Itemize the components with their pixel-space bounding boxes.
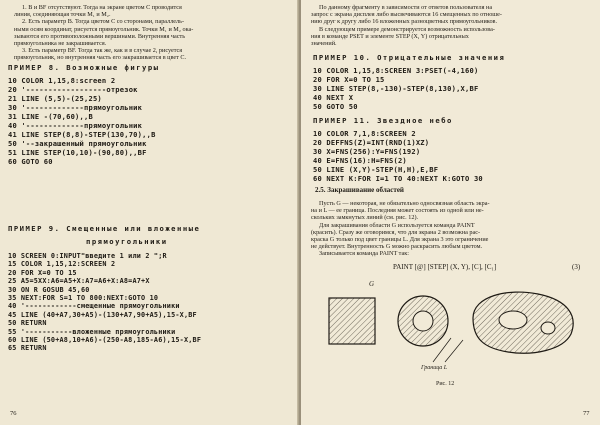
code-line: 40 E=FNS(16):H=FNS(2): [313, 156, 407, 165]
example-10-code: [313, 66, 478, 111]
code-line: 50 '--закрашенный прямоугольник: [8, 139, 147, 148]
page-number-right: 77: [583, 410, 590, 417]
code-line: 20 DEFFNS(Z)=INT(RND(1)XZ): [313, 138, 430, 147]
code-line: 10 COLOR 7,1,8:SCREEN 2: [313, 129, 416, 138]
example-9-code: [8, 252, 201, 353]
code-line: 35 NEXT:FOR S=1 TO 800:NEXT:GOTO 10: [8, 294, 159, 303]
figure-label-boundary: Граница L: [421, 365, 448, 371]
figure-12: [323, 278, 583, 388]
figure-caption: Рис. 12: [436, 381, 455, 387]
code-line: 51 LINE STEP(10,10)-(90,80),,BF: [8, 148, 147, 157]
right-intro: [311, 4, 502, 47]
boundary-pointer: [445, 340, 463, 362]
intro-line: В следующем примере демонстрируется возможность использова-: [319, 25, 495, 33]
code-line: 65 RETURN: [8, 344, 47, 353]
intro-line: 1. B и BF отсутствуют. Тогда на экране цветом C проводится: [22, 4, 182, 11]
figure-label-g: G: [369, 280, 375, 288]
code-line: 10 COLOR 1,15,8:screen 2: [8, 76, 116, 85]
paint-formula: PAINT [@] [STEP] (X, Y), [C], [C₁]: [393, 263, 497, 271]
code-line: 20 FOR X=0 TO 15: [8, 268, 77, 277]
page-number-left: 76: [10, 410, 17, 417]
example-9-header-2: прямоугольники: [86, 237, 168, 246]
section-title: 2.5. Закрашивание областей: [315, 186, 404, 194]
code-line: 10 COLOR 1,15,8:SCREEN 3:PSET(-4,160): [313, 66, 479, 75]
code-line: 40 '-------------прямоугольник: [8, 121, 143, 130]
example-11-header: ПРИМЕР 11. Звездное небо: [313, 116, 453, 125]
code-line: 30 X=FNS(256):Y=FNS(192): [313, 147, 421, 156]
code-line: 30 LINE STEP(8,-130)-STEP(8,130),X,BF: [313, 84, 479, 93]
intro-line: 3. Есть параметр BF. Тогда так же, как и в случае 2, рисуется: [22, 47, 183, 55]
code-line: 60 NEXT K:FOR I=1 TO 40:NEXT K:GOTO 30: [313, 174, 483, 183]
body-line: Записывается команда PAINT так:: [319, 250, 409, 258]
example-11-code: [313, 129, 483, 183]
intro-line: ния в команде PSET и элементе STEP (X, Y) отрицательных: [311, 32, 469, 40]
code-line: 50 LINE (X,Y)-STEP(H,H),E,BF: [313, 165, 439, 174]
code-line: 20 '------------------отрезок: [8, 85, 138, 94]
code-line: 50 GOTO 50: [313, 102, 358, 111]
code-line: 21 LINE (5,5)-(25,25): [8, 94, 102, 103]
formula-number: (3): [572, 263, 581, 271]
code-line: 40 NEXT X: [313, 93, 354, 102]
body-line: на и L — ее граница. Последняя может состоять из одной или не-: [311, 207, 484, 215]
example-10-header: ПРИМЕР 10. Отрицательные значения: [313, 53, 506, 62]
intro-line: 2. Есть параметр B. Тогда цветом C со сторонами, параллель-: [22, 18, 184, 26]
right-page: [301, 0, 600, 425]
code-line: 10 SCREEN 0:INPUT"введите 1 или 2 ";R: [8, 252, 167, 260]
intro-line: запрос с экрана дисплея либо высвечиваются 16 смещенных по отноше-: [311, 11, 502, 19]
example-8-header: ПРИМЕР 8. Возможные фигуры: [8, 63, 160, 72]
intro-line: ными осям координат, рисуется прямоугольник. Точки M₁ и M₂ ока-: [14, 25, 194, 33]
body-line: краска G только под цвет границы L. Для экрана 3 это ограничение: [311, 236, 489, 244]
intro-line: По данному фрагменту в зависимости от ответов пользователя на: [319, 4, 493, 11]
right-body: [311, 200, 490, 258]
body-line: скольких замкнутых линий (см. рис. 12).: [311, 214, 419, 222]
intro-line: значений.: [311, 40, 337, 48]
code-line: 40 '------------смещенные прямоугольники: [8, 302, 180, 311]
code-line: 50 RETURN: [8, 319, 47, 328]
intro-line: нию друг к другу либо 16 вложенных разноцветных прямоугольников.: [311, 18, 498, 26]
region-circle: [398, 296, 448, 346]
code-line: 60 GOTO 60: [8, 157, 53, 166]
body-line: Пусть G — некоторая, не обязательно односвязная область экра-: [319, 200, 490, 207]
intro-line: прямоугольник, но внутренняя часть его закрашивается в цвет C.: [14, 54, 187, 62]
region-blob: [473, 292, 573, 353]
code-line: 30 ON R GOSUB 45,60: [8, 285, 90, 294]
left-intro: [14, 4, 193, 62]
intro-line: линия, соединяющая точки M₁ и M₂.: [14, 11, 111, 19]
code-line: 60 LINE (50+A8,10+A6)-(250-A8,185-A6),15-X,BF: [8, 336, 202, 345]
left-page: [0, 0, 299, 425]
body-line: Для закрашивания области G используется команда PAINT: [319, 221, 475, 229]
intro-line: зываются его противоположными вершинами. Внутренняя часть: [14, 32, 186, 40]
intro-line: прямоугольника не закрашивается.: [14, 40, 107, 48]
code-line: 25 A5=5XX:A6=A5+X:A7=A6+X:A8=A7+X: [8, 277, 150, 286]
body-line: не действует. Внутренность G можно раскрасить любым цветом.: [311, 243, 483, 251]
body-line: (красить). Сразу же оговоримся, что для экрана 2 возможна рас-: [311, 228, 481, 236]
code-line: 55 '-----------вложенные прямоугольники: [8, 327, 176, 336]
code-line: 15 COLOR 1,15,12:SCREEN 2: [8, 260, 116, 269]
code-line: 30 '-------------прямоугольник: [8, 103, 143, 112]
code-line: 41 LINE STEP(8,8)-STEP(130,70),,B: [8, 130, 156, 139]
code-line: 20 FOR X=0 TO 15: [313, 75, 385, 84]
region-square: [329, 298, 375, 344]
example-8-code: [8, 76, 156, 166]
code-line: 31 LINE -(70,60),,B: [8, 112, 93, 121]
example-9-header: ПРИМЕР 9. Смещенные или вложенные: [8, 224, 201, 233]
code-line: 45 LINE (40+A7,30+A5)-(130+A7,90+A5),15-X,BF: [8, 310, 197, 319]
